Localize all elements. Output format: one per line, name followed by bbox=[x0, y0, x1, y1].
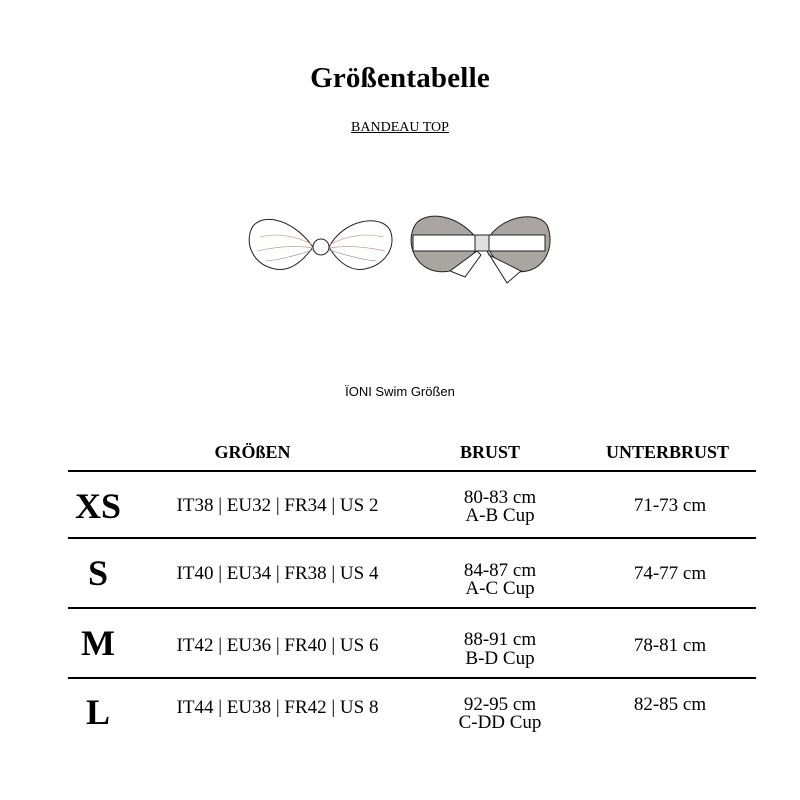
bandeau-front-view bbox=[249, 219, 392, 269]
unterbrust-value: 71-73 cm bbox=[633, 495, 707, 516]
table-row bbox=[0, 538, 800, 608]
cup-value: C-DD Cup bbox=[458, 712, 542, 733]
bandeau-back-view bbox=[411, 216, 550, 283]
column-header-brust: BRUST bbox=[459, 442, 521, 462]
table-row bbox=[0, 678, 800, 748]
size-label: XS bbox=[74, 486, 122, 526]
table-row bbox=[0, 608, 800, 678]
table-row bbox=[0, 471, 800, 541]
international-sizes: IT44 | EU38 | FR42 | US 8 bbox=[176, 697, 379, 718]
brust-value: 80-83 cm bbox=[463, 487, 537, 508]
cup-value: B-D Cup bbox=[465, 648, 535, 669]
bandeau-top-illustration bbox=[245, 205, 565, 295]
brust-value: 88-91 cm bbox=[463, 629, 537, 650]
brust-value: 84-87 cm bbox=[463, 560, 537, 581]
size-label: M bbox=[81, 623, 115, 663]
column-header-sizes: GRÖßEN bbox=[214, 442, 291, 462]
international-sizes: IT38 | EU32 | FR34 | US 2 bbox=[176, 495, 379, 516]
cup-value: A-B Cup bbox=[465, 505, 535, 526]
page-title: Größentabelle bbox=[310, 62, 490, 94]
unterbrust-value: 82-85 cm bbox=[633, 694, 707, 715]
cup-value: A-C Cup bbox=[465, 578, 535, 599]
brand-caption: ÏONI Swim Größen bbox=[345, 384, 455, 399]
size-label: S bbox=[87, 553, 109, 593]
size-label: L bbox=[85, 692, 110, 732]
international-sizes: IT42 | EU36 | FR40 | US 6 bbox=[176, 635, 379, 656]
international-sizes: IT40 | EU34 | FR38 | US 4 bbox=[176, 563, 379, 584]
product-subtitle: BANDEAU TOP bbox=[351, 120, 449, 135]
column-header-unterbrust: UNTERBRUST bbox=[605, 442, 730, 462]
brust-value: 92-95 cm bbox=[463, 694, 537, 715]
unterbrust-value: 78-81 cm bbox=[633, 635, 707, 656]
unterbrust-value: 74-77 cm bbox=[633, 563, 707, 584]
